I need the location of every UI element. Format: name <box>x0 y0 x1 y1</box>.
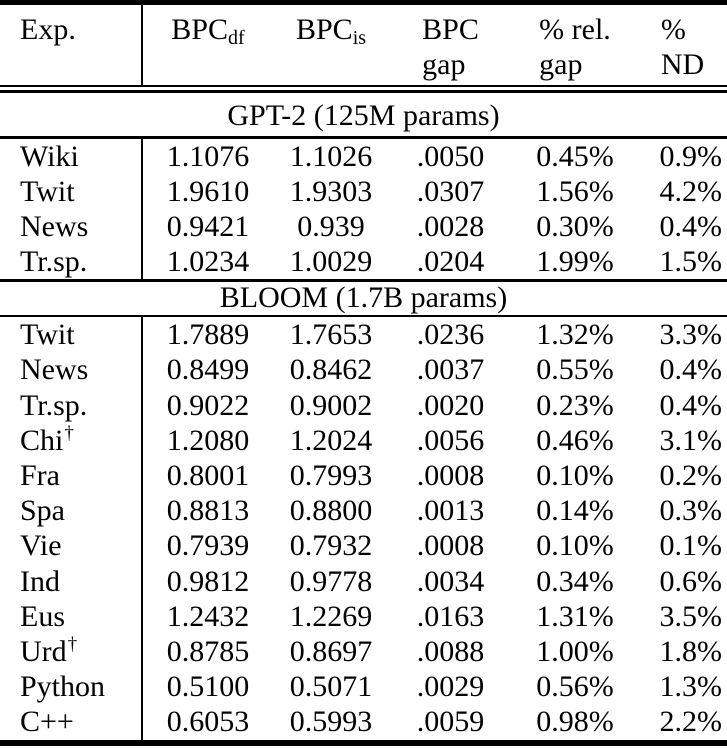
cell-bpc-gap: .0163 <box>416 599 485 633</box>
cell-nd: 0.1% <box>659 529 722 563</box>
table-row <box>0 174 727 209</box>
header-rel-gap-block <box>539 12 611 82</box>
table-row <box>0 209 727 244</box>
header-bpc-is-base: BPC <box>295 13 353 46</box>
header-bpc-gap-block <box>422 12 479 82</box>
cell-nd: 0.4% <box>659 209 722 243</box>
cell-bpc-is: 0.7993 <box>289 459 373 492</box>
header-nd-line2: ND <box>660 48 705 81</box>
cell-bpc-df: 0.8499 <box>141 352 273 387</box>
cell-bpc-gap: .0056 <box>416 423 485 457</box>
header-cell-bpc-gap <box>389 5 512 85</box>
section-rows-bloom <box>0 317 727 739</box>
cell-nd: 0.2% <box>659 459 722 492</box>
table-row <box>0 458 727 493</box>
cell-exp <box>0 599 141 634</box>
cell-nd: 0.6% <box>659 564 722 598</box>
cell-exp <box>0 493 141 528</box>
cell-bpc-is: 1.2024 <box>289 423 373 457</box>
header-bpc-gap-line1: BPC <box>422 13 479 46</box>
table-row <box>0 634 727 669</box>
table-row <box>0 423 727 458</box>
cell-bpc-gap: .0029 <box>416 670 485 704</box>
cell-exp <box>0 669 141 704</box>
cell-bpc-is: 0.7932 <box>289 529 373 563</box>
cell-nd: 1.5% <box>659 245 722 279</box>
table-row <box>0 493 727 528</box>
exp-label: Spa <box>20 494 65 528</box>
exp-label: Vie <box>20 529 62 563</box>
cell-rel-gap: 1.31% <box>536 599 614 633</box>
cell-exp <box>0 704 141 739</box>
header-cell-rel-gap <box>512 5 638 85</box>
cell-rel-gap: 0.10% <box>536 459 614 492</box>
cell-exp <box>0 209 141 244</box>
cell-nd: 1.3% <box>659 670 722 704</box>
exp-label: Twit <box>20 174 75 208</box>
header-exp-label: Exp. <box>20 13 76 46</box>
table-header-row <box>0 5 727 85</box>
cell-nd: 1.8% <box>659 634 722 668</box>
cell-bpc-gap: .0307 <box>416 174 485 208</box>
cell-nd: 0.4% <box>659 353 722 387</box>
exp-label: C++ <box>20 705 74 739</box>
cell-bpc-gap: .0013 <box>416 494 485 528</box>
cell-bpc-df: 0.6053 <box>141 704 273 739</box>
cell-bpc-gap: .0059 <box>416 705 485 739</box>
header-cell-exp <box>0 5 141 85</box>
cell-bpc-df: 0.8813 <box>141 493 273 528</box>
table-row <box>0 599 727 634</box>
header-nd-block <box>661 12 704 82</box>
table-row <box>0 352 727 387</box>
cell-bpc-is: 0.8697 <box>289 634 373 668</box>
cell-rel-gap: 0.98% <box>536 705 614 739</box>
cell-nd: 0.3% <box>659 494 722 528</box>
cell-bpc-df: 0.8001 <box>141 458 273 493</box>
table-row <box>0 139 727 174</box>
cell-rel-gap: 0.10% <box>536 529 614 563</box>
cell-bpc-gap: .0020 <box>416 388 485 422</box>
section-rows-gpt2 <box>0 139 727 280</box>
cell-bpc-is: 0.8800 <box>289 494 373 528</box>
cell-bpc-gap: .0236 <box>416 318 485 352</box>
exp-label: Python <box>20 670 106 704</box>
table-row <box>0 704 727 739</box>
cell-rel-gap: 0.34% <box>536 564 614 598</box>
cell-bpc-is: 0.939 <box>297 209 365 243</box>
cell-bpc-gap: .0034 <box>416 564 485 598</box>
cell-exp <box>0 139 141 174</box>
cell-bpc-df: 1.0234 <box>141 244 273 279</box>
cell-nd: 4.2% <box>659 174 722 208</box>
cell-exp <box>0 244 141 279</box>
cell-nd: 3.3% <box>659 318 722 352</box>
cell-bpc-gap: .0050 <box>416 139 485 173</box>
cell-rel-gap: 0.46% <box>536 423 614 457</box>
cell-bpc-df: 1.2432 <box>141 599 273 634</box>
cell-bpc-gap: .0028 <box>416 209 485 243</box>
exp-label: Eus <box>20 599 65 633</box>
cell-bpc-df: 0.5100 <box>141 669 273 704</box>
cell-exp <box>0 388 141 423</box>
cell-bpc-df: 1.1076 <box>141 139 273 174</box>
cell-rel-gap: 0.45% <box>536 139 614 173</box>
table-row <box>0 669 727 704</box>
cell-bpc-gap: .0204 <box>416 245 485 279</box>
exp-label: Fra <box>20 459 60 492</box>
header-bpc-is-subscript: is <box>352 27 367 49</box>
cell-bpc-df: 1.9610 <box>141 174 273 209</box>
exp-label: Tr.sp. <box>20 245 88 279</box>
header-separator-rule <box>0 85 727 93</box>
section-title-gpt2: GPT-2 (125M params) <box>227 99 500 132</box>
cell-bpc-is: 0.5071 <box>289 670 373 704</box>
cell-rel-gap: 1.99% <box>536 245 614 279</box>
header-rel-gap-line1: % rel. <box>539 13 611 46</box>
cell-bpc-is: 0.8462 <box>289 353 373 387</box>
table-row <box>0 528 727 563</box>
cell-exp <box>0 423 141 458</box>
cell-exp <box>0 528 141 563</box>
cell-exp <box>0 634 141 669</box>
exp-label: Ind <box>20 564 60 598</box>
cell-bpc-df: 0.7939 <box>141 528 273 563</box>
bottom-rule <box>0 740 727 746</box>
header-bpc-df-subscript: df <box>228 27 245 49</box>
cell-nd: 3.1% <box>659 423 722 457</box>
table-row <box>0 388 727 423</box>
exp-label: Twit <box>20 318 75 352</box>
cell-exp <box>0 352 141 387</box>
cell-exp <box>0 174 141 209</box>
header-rel-gap-line2: gap <box>539 48 583 81</box>
header-cell-bpc-is <box>273 5 389 85</box>
exp-label: News <box>20 353 89 387</box>
cell-bpc-df: 1.2080 <box>141 423 273 458</box>
header-cell-bpc-df <box>141 5 273 85</box>
cell-bpc-is: 1.9303 <box>289 174 373 208</box>
cell-bpc-df: 0.9812 <box>141 564 273 599</box>
cell-rel-gap: 0.30% <box>536 209 614 243</box>
section-title-bloom: BLOOM (1.7B params) <box>219 280 508 314</box>
cell-nd: 0.9% <box>659 139 722 173</box>
cell-bpc-gap: .0037 <box>416 353 485 387</box>
cell-bpc-gap: .0008 <box>416 459 485 492</box>
cell-rel-gap: 1.56% <box>536 174 614 208</box>
exp-label: Urd <box>20 634 67 668</box>
table-row <box>0 564 727 599</box>
cell-exp <box>0 564 141 599</box>
cell-rel-gap: 1.32% <box>536 318 614 352</box>
exp-label: Chi <box>20 423 64 457</box>
exp-label: Tr.sp. <box>20 388 88 422</box>
table-row <box>0 317 727 352</box>
header-nd-line1: % <box>660 13 686 46</box>
cell-bpc-gap: .0008 <box>416 529 485 563</box>
cell-bpc-is: 1.0029 <box>289 245 373 279</box>
header-bpc-gap-line2: gap <box>422 48 466 81</box>
cell-rel-gap: 0.23% <box>536 388 614 422</box>
cell-bpc-is: 1.2269 <box>289 599 373 633</box>
cell-nd: 2.2% <box>659 705 722 739</box>
table-row <box>0 244 727 279</box>
cell-rel-gap: 0.56% <box>536 670 614 704</box>
cell-rel-gap: 0.55% <box>536 353 614 387</box>
cell-bpc-gap: .0088 <box>416 634 485 668</box>
cell-rel-gap: 0.14% <box>536 494 614 528</box>
cell-rel-gap: 1.00% <box>536 634 614 668</box>
exp-dagger-marker: † <box>67 633 78 655</box>
cell-bpc-df: 0.9421 <box>141 209 273 244</box>
cell-nd: 3.5% <box>659 599 722 633</box>
cell-bpc-is: 1.1026 <box>289 139 373 173</box>
exp-label: News <box>20 209 89 243</box>
cell-bpc-is: 0.9778 <box>289 564 373 598</box>
cell-bpc-is: 0.9002 <box>289 388 373 422</box>
cell-bpc-df: 1.7889 <box>141 317 273 352</box>
cell-bpc-is: 0.5993 <box>289 705 373 739</box>
cell-bpc-df: 0.9022 <box>141 388 273 423</box>
exp-label: Wiki <box>20 139 79 173</box>
cell-exp <box>0 458 141 493</box>
cell-exp <box>0 317 141 352</box>
header-cell-nd <box>638 5 727 85</box>
cell-bpc-df: 0.8785 <box>141 634 273 669</box>
cell-nd: 0.4% <box>659 388 722 422</box>
header-bpc-df-base: BPC <box>171 13 229 46</box>
cell-bpc-is: 1.7653 <box>289 318 373 352</box>
exp-dagger-marker: † <box>64 422 74 444</box>
